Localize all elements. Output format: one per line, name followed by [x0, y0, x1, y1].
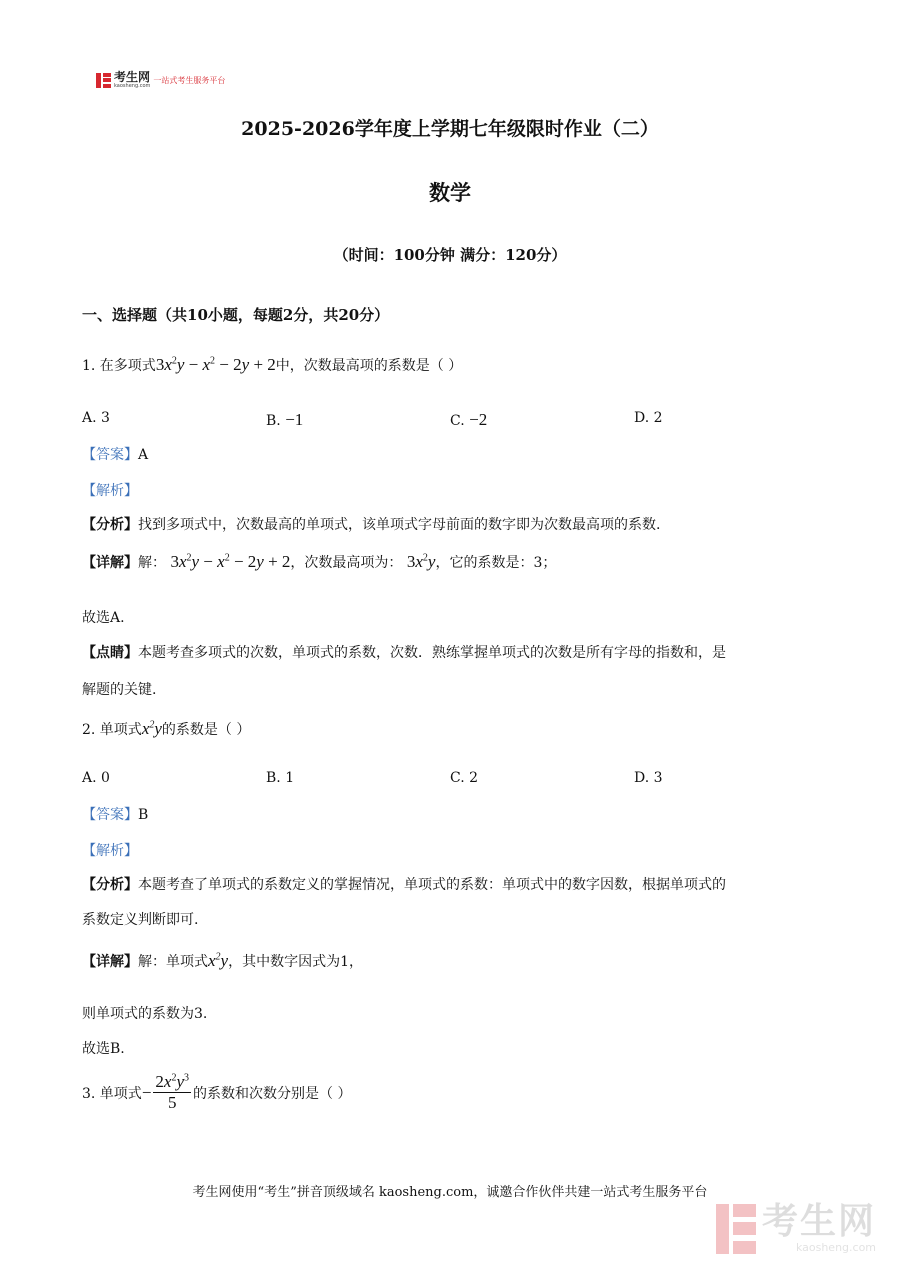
- q2-line2: 则单项式的系数为3.: [82, 1006, 208, 1022]
- fenxi-text: 本题考查了单项式的系数定义的掌握情况，单项式的系数：单项式中的数字因数，根据单项式的: [138, 877, 726, 893]
- question-2: [82, 719, 250, 739]
- question-3-prefix: 3. 单项式: [82, 1085, 142, 1102]
- question-3-suffix: 的系数和次数分别是（ ）: [193, 1085, 352, 1102]
- page-footer: 考生网使用“考生”拼音顶级域名 kaosheng.com，诚邀合作伙伴共建一站式考生服务平台: [192, 1185, 708, 1200]
- q1-option-d[interactable]: D. 2: [634, 410, 663, 426]
- q3-minus: −: [141, 1082, 152, 1102]
- question-1: [82, 355, 462, 375]
- q2-monomial-repeat: $x^2y$: [208, 951, 229, 970]
- q1-option-b[interactable]: [266, 410, 303, 430]
- answer-value: B: [138, 807, 149, 823]
- answer-tag: 【答案】: [82, 447, 138, 463]
- q2-conclusion: 故选B.: [82, 1041, 125, 1057]
- xiangjie-text: 解：: [138, 555, 166, 571]
- q1-dianjing: [82, 642, 726, 662]
- q1-polynomial: $3x^2y - x^2 - 2y + 2$: [155, 355, 276, 374]
- fenxi-text: 找到多项式中，次数最高的单项式，该单项式字母前面的数字即为次数最高项的系数.: [138, 517, 661, 533]
- question-2-suffix: 的系数是（ ）: [161, 722, 251, 738]
- q2-xiangjie: [82, 951, 363, 971]
- q2-fenxi: [82, 874, 726, 894]
- q3-fraction: [153, 1072, 191, 1113]
- kaosheng-logo-icon: [96, 73, 111, 88]
- q1-conclusion: 故选A.: [82, 610, 125, 626]
- question-3: [82, 1072, 351, 1113]
- fenxi-tag: 【分析】: [82, 877, 138, 893]
- answer-value: A: [138, 447, 149, 463]
- section-heading: 一、选择题（共10小题，每题2分，共20分）: [82, 306, 390, 324]
- q1-dianjing-line2: 解题的关键.: [82, 682, 157, 698]
- q1-analysis-tag: 【解析】: [82, 483, 138, 499]
- q1-option-c-label: C.: [450, 413, 465, 429]
- q2-option-c[interactable]: C. 2: [450, 770, 479, 786]
- q1-highest-term: $3x^2y$: [406, 552, 436, 571]
- q2-monomial: $x^2y$: [141, 719, 162, 738]
- question-1-suffix: 中，次数最高项的系数是（ ）: [275, 358, 463, 374]
- subject-title: 数学: [429, 180, 471, 205]
- watermark-logo-icon: [716, 1204, 756, 1254]
- q1-fenxi: [82, 514, 660, 534]
- q3-numerator: $2x^2y^3$: [155, 1072, 189, 1091]
- q1-option-c-value: −2: [469, 410, 488, 429]
- q2-option-a[interactable]: A. 0: [82, 770, 110, 786]
- q1-option-a[interactable]: A. 3: [82, 410, 110, 426]
- q2-fenxi-line2: 系数定义判断即可.: [82, 912, 199, 928]
- q1-option-c[interactable]: [450, 410, 487, 430]
- xiangjie-text-2: ，次数最高项为：: [290, 555, 403, 571]
- q1-polynomial-repeat: $3x^2y - x^2 - 2y + 2$: [170, 552, 291, 571]
- q2-option-d[interactable]: D. 3: [634, 770, 663, 786]
- watermark-name: 考生网: [762, 1201, 877, 1242]
- xiangjie-text: 解：单项式: [138, 954, 208, 970]
- watermark-logo: [716, 1203, 876, 1254]
- answer-tag: 【答案】: [82, 807, 138, 823]
- dianjing-text: 本题考查多项式的次数，单项式的系数，次数．熟练掌握单项式的次数是所有字母的指数和，是: [138, 645, 726, 661]
- page-title: 2025-2026学年度上学期七年级限时作业（二）: [241, 118, 659, 140]
- logo-name: 考生网: [114, 70, 151, 84]
- xiangjie-text-3: ，它的系数是：3；: [435, 555, 557, 571]
- q2-analysis-tag: 【解析】: [82, 843, 138, 859]
- logo-domain: kaosheng.com: [114, 83, 151, 89]
- xiangjie-tag: 【详解】: [82, 555, 138, 571]
- q1-option-b-label: B.: [266, 413, 281, 429]
- question-1-prefix: 1. 在多项式: [82, 358, 156, 374]
- q1-xiangjie: [82, 552, 556, 572]
- watermark-domain: kaosheng.com: [795, 1241, 877, 1254]
- q1-option-b-value: −1: [285, 410, 304, 429]
- question-2-prefix: 2. 单项式: [82, 722, 142, 738]
- q2-answer: [82, 804, 148, 824]
- q1-answer: [82, 444, 148, 464]
- q2-option-b[interactable]: B. 1: [266, 770, 295, 786]
- q3-denominator: 5: [167, 1093, 177, 1112]
- fenxi-tag: 【分析】: [82, 517, 138, 533]
- xiangjie-text-2: ，其中数字因式为1，: [228, 954, 364, 970]
- header-logo[interactable]: [96, 72, 225, 89]
- dianjing-tag: 【点睛】: [82, 645, 138, 661]
- exam-info: （时间：100分钟 满分：120分）: [333, 246, 567, 264]
- xiangjie-tag: 【详解】: [82, 954, 138, 970]
- logo-slogan: 一站式考生服务平台: [153, 76, 226, 85]
